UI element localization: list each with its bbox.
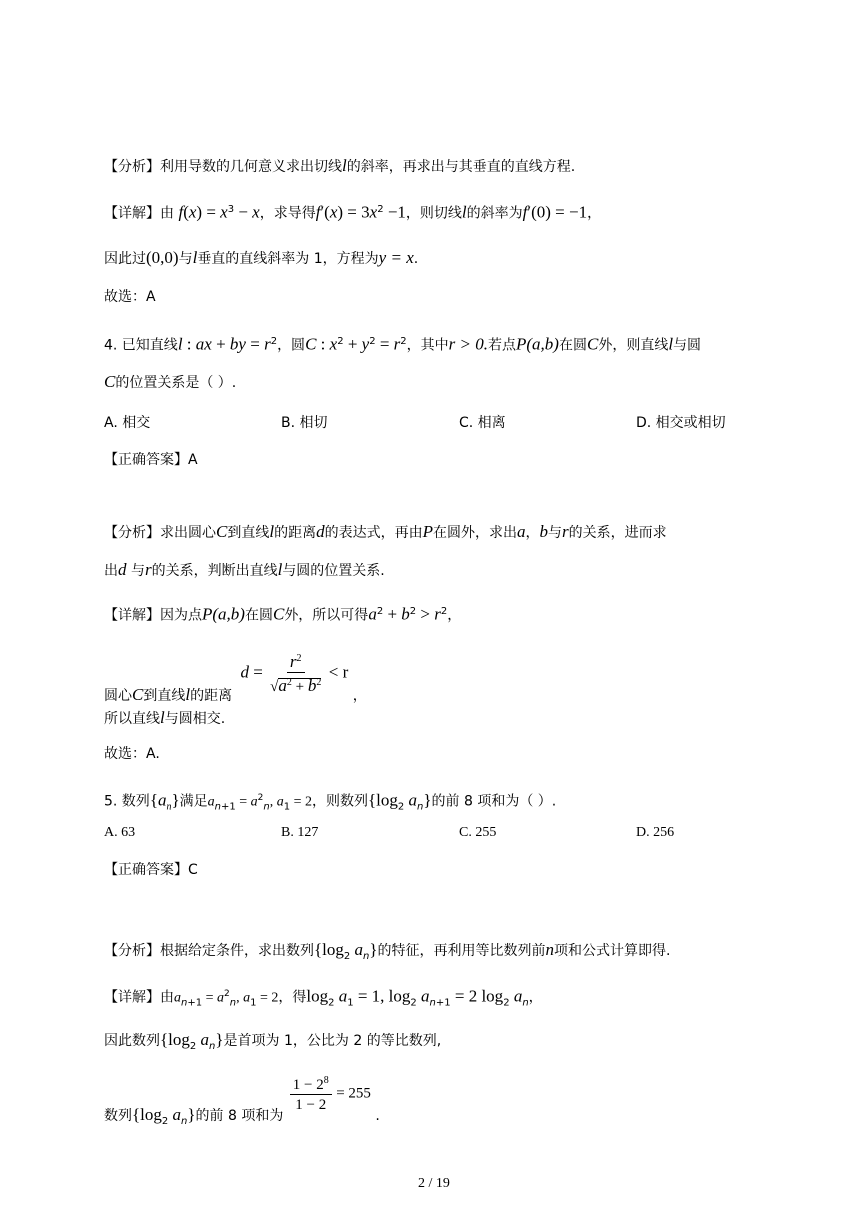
q5-option-d[interactable]: D. 256 [636, 825, 675, 840]
q4-answer: 【正确答案】A [104, 452, 198, 468]
q4-option-c[interactable]: C. 相离 [459, 415, 506, 431]
q4-option-d[interactable]: D. 相交或相切 [636, 415, 726, 431]
q4-stem: 4. 已知直线l : ax + by = $r^2$，圆C : $x^2 + y^2 = r^2$，其中r > 0.若点P(a,b)在圆C外，则直线l与圆 [104, 334, 702, 354]
formula-f: f [178, 202, 184, 222]
q5-sum: 数列{$\log_2$ $a_n$}的前 8 项和为 $\frac{1 - 2^8}{1 - 2}$ = 255 . [104, 1072, 828, 1115]
q5-analysis: 【分析】根据给定条件，求出数列{$\log_2$ $a_n$}的特征，再利用等比数列前n项和公式计算即得. [104, 940, 671, 962]
q3-line2: 因此过(0,0)与l垂直的直线斜率为 1，方程为y = x. [104, 248, 419, 267]
q4-conclusion: 所以直线l与圆相交. [104, 708, 226, 727]
q4-stem-line2: C的位置关系是（ ）. [104, 372, 237, 391]
q4-option-a[interactable]: A. 相交 [104, 415, 151, 431]
distance-formula: d = $\frac{r^2}{√a^2 + b^2}$ < r [240, 652, 349, 695]
page-number: 2 / 19 [418, 1176, 450, 1191]
sum-formula: $\frac{1 - 2^8}{1 - 2}$ = 255 [290, 1072, 371, 1115]
q5-option-b[interactable]: B. 127 [281, 825, 319, 840]
q4-option-b[interactable]: B. 相切 [281, 415, 328, 431]
q3-detail: 【详解】由 $f(x) = x^3 - x$，求导得$f'(x) = 3x^2 -1$，则切线l的斜率为f′(0) = −1， [104, 202, 602, 222]
q5-seq: 因此数列{$\log_2$ $a_n$}是首项为 1，公比为 2 的等比数列, [104, 1030, 442, 1052]
q5-option-a[interactable]: A. 63 [104, 825, 136, 840]
q4-analysis-line2: 出d 与r的关系，判断出直线l与圆的位置关系. [104, 560, 385, 579]
q5-stem: 5. 数列$\{a_n\}$满足$a_{n+1} = a^2_n$, $a_1 = 2$，则数列{$\log_2$ $a_n$}的前 8 项和为（ ）. [104, 790, 557, 813]
q3-analysis: 【分析】利用导数的几何意义求出切线l的斜率，再求出与其垂直的直线方程. [104, 156, 576, 175]
q5-answer: 【正确答案】C [104, 862, 198, 878]
q5-option-c[interactable]: C. 255 [459, 825, 497, 840]
q4-analysis: 【分析】求出圆心C到直线l的距离d的表达式，再由P在圆外，求出a，b与r的关系，进而求 [104, 522, 667, 541]
q3-choice: 故选：A [104, 289, 156, 305]
q4-detail: 【详解】因为点P(a,b)在圆C外，所以可得$a^2 + b^2 > r^2$， [104, 604, 462, 624]
q5-detail: 【详解】由$a_{n+1} = a^2_n$, $a_1 = 2$，得$\log_2 a_1 = 1$, $\log_2 a_{n+1} = 2$ $\log_2 a_n$， [104, 986, 543, 1009]
q4-distance: 圆心C到直线l的距离 d = $\frac{r^2}{√a^2 + b^2}$ < r ， [104, 652, 367, 704]
formula-fprime: f [315, 202, 321, 222]
q4-choice: 故选：A. [104, 746, 160, 762]
